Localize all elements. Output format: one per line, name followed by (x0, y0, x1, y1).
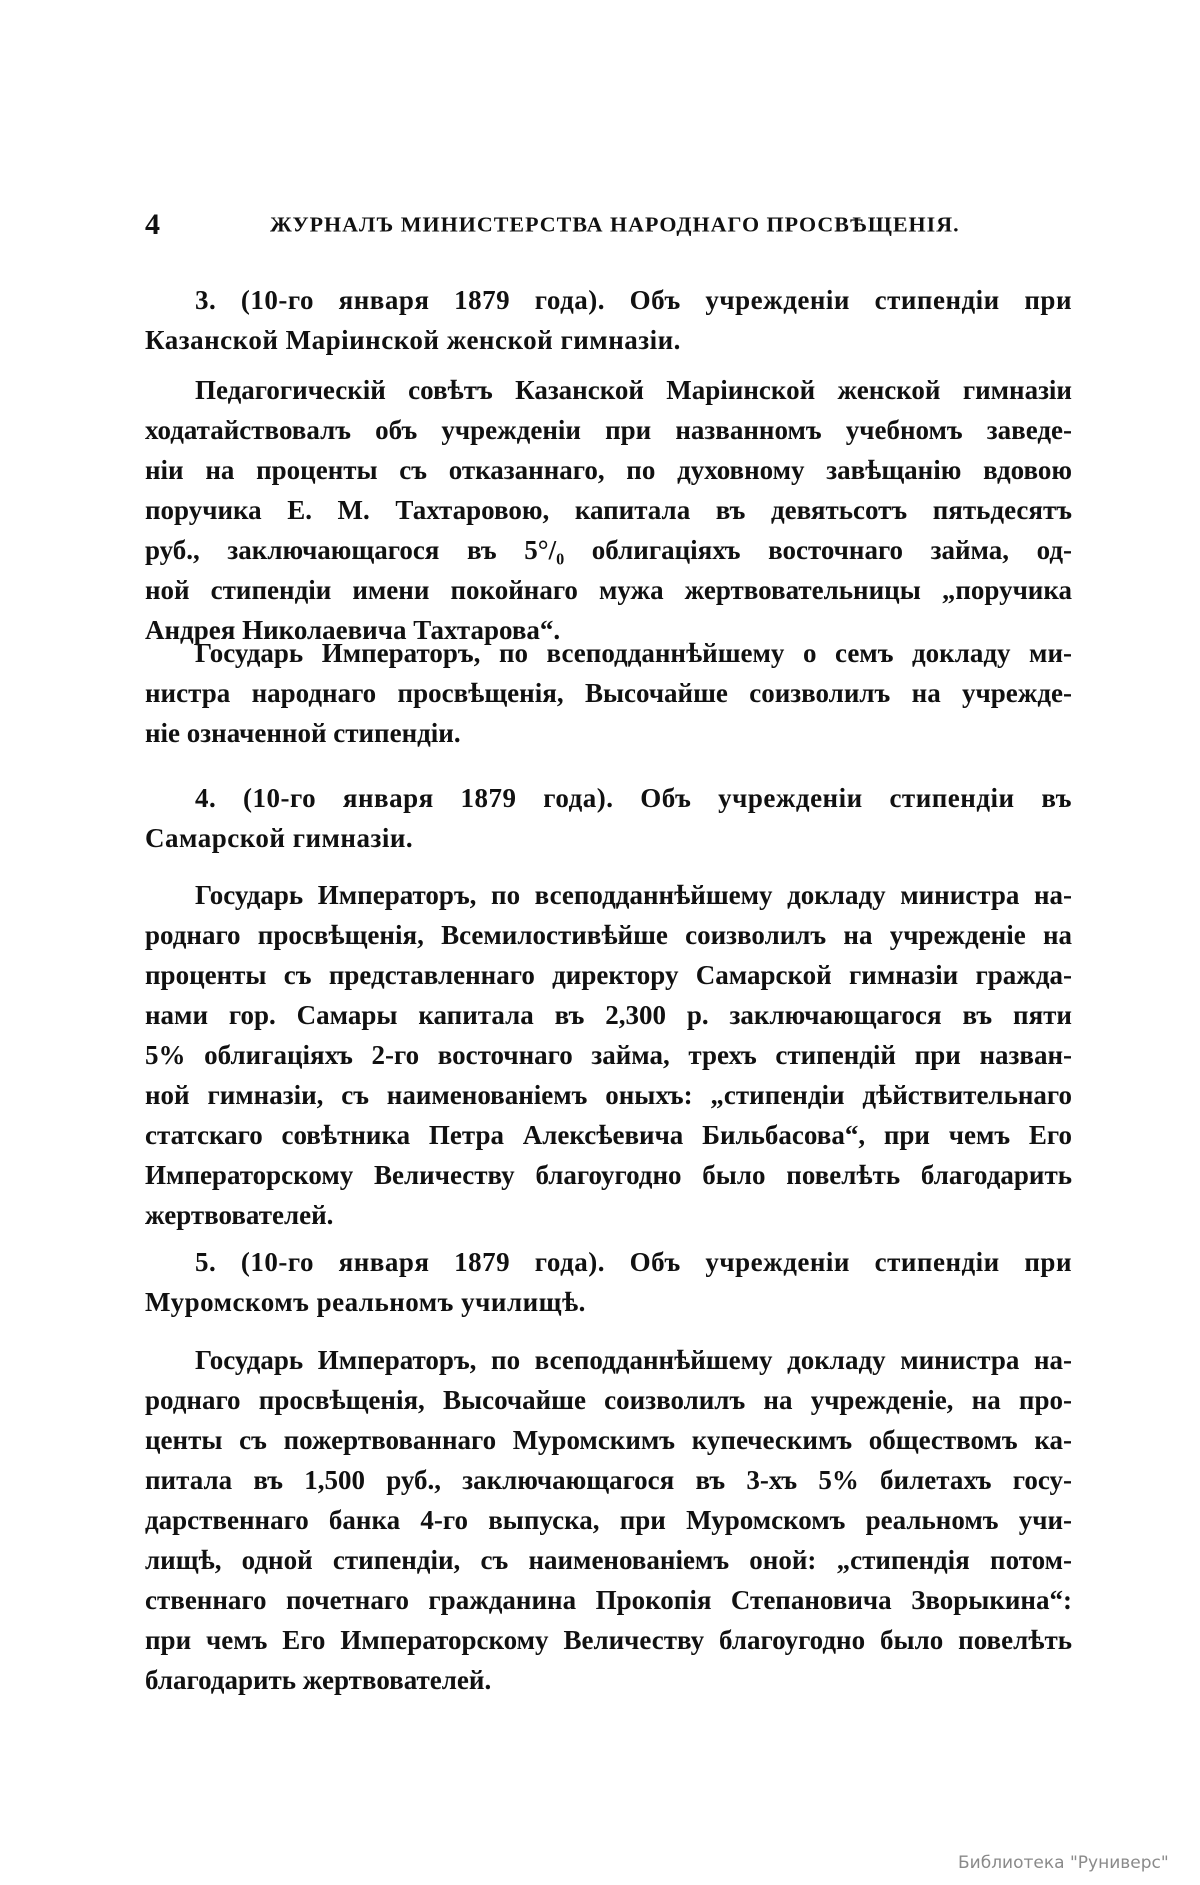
text-line: при чемъ Его Императорскому Величеству благоугодно было повелѣть (145, 1625, 1072, 1655)
page-number: 4 (145, 208, 160, 241)
heading-line: Казанской Маріинской женской гимназіи. (145, 325, 681, 355)
journal-title: ЖУРНАЛЪ МИНИСТЕРСТВА НАРОДНАГО ПРОСВѢЩЕНІЯ. (270, 212, 960, 237)
text-line: дарственнаго банка 4-го выпуска, при Муромскомъ реальномъ учи- (145, 1505, 1072, 1535)
text-line: ніе означенной стипендіи. (145, 718, 461, 748)
text-line: ной гимназіи, съ наименованіемъ оныхъ: „стипендіи дѣйствительнаго (145, 1080, 1072, 1110)
text-line: ной стипендіи имени покойнаго мужа жертвовательницы „поручика (145, 575, 1072, 605)
text-line: руб., заключающагося въ 5°/₀ облигаціяхъ восточнаго займа, од- (145, 535, 1072, 565)
text-line: Педагогическій совѣтъ Казанской Маріинской женской гимназіи (195, 375, 1072, 405)
text-line: поручика Е. М. Тахтаровою, капитала въ девятьсотъ пятьдесятъ (145, 495, 1072, 525)
text-line: Государь Императоръ, по всеподданнѣйшему докладу министра на- (195, 1345, 1072, 1375)
section-3-paragraph-2 (145, 633, 1072, 753)
heading-line: 3. (10-го января 1879 года). Объ учрежденіи стипендіи при (195, 285, 1072, 315)
section-4-paragraph-1 (145, 875, 1072, 1235)
text-line: центы съ пожертвованнаго Муромскимъ купеческимъ обществомъ ка- (145, 1425, 1072, 1455)
section-5-paragraph-1 (145, 1340, 1072, 1700)
text-line: жертвователей. (145, 1200, 334, 1230)
text-line: статскаго совѣтника Петра Алексѣевича Бильбасова“, при чемъ Его (145, 1120, 1072, 1150)
text-line: Императорскому Величеству благоугодно было повелѣть благодарить (145, 1160, 1072, 1190)
heading-line: 5. (10-го января 1879 года). Объ учрежденіи стипендіи при (195, 1247, 1072, 1277)
text-line: нами гор. Самары капитала въ 2,300 р. заключающагося въ пяти (145, 1000, 1072, 1030)
text-line: Государь Императоръ, по всеподданнѣйшему докладу министра на- (195, 880, 1072, 910)
section-3-heading (145, 280, 1072, 360)
section-4-heading (145, 778, 1072, 858)
section-3-paragraph-1 (145, 370, 1072, 650)
text-line: проценты съ представленнаго директору Самарской гимназіи гражда- (145, 960, 1072, 990)
text-line: питала въ 1,500 руб., заключающагося въ 3-хъ 5% билетахъ госу- (145, 1465, 1072, 1495)
text-line: ніи на проценты съ отказаннаго, по духовному завѣщанію вдовою (145, 455, 1072, 485)
text-line: роднаго просвѣщенія, Всемилостивѣйше соизволилъ на учрежденіе на (145, 920, 1072, 950)
heading-line: Муромскомъ реальномъ училищѣ. (145, 1287, 586, 1317)
text-line: благодарить жертвователей. (145, 1665, 492, 1695)
text-line: нистра народнаго просвѣщенія, Высочайше соизволилъ на учрежде- (145, 678, 1072, 708)
running-head (145, 208, 1072, 248)
library-watermark: Библиотека "Руниверс" (958, 1853, 1169, 1873)
section-5-heading (145, 1242, 1072, 1322)
text-line: 5% облигаціяхъ 2-го восточнаго займа, трехъ стипендій при назван- (145, 1040, 1072, 1070)
text-line: ходатайствовалъ объ учрежденіи при названномъ учебномъ заведе- (145, 415, 1072, 445)
text-line: Андрея Николаевича Тахтарова“. (145, 615, 561, 645)
text-line: ственнаго почетнаго гражданина Прокопія Степановича Зворыкина“: (145, 1585, 1072, 1615)
heading-line: Самарской гимназіи. (145, 823, 414, 853)
heading-line: 4. (10-го января 1879 года). Объ учрежденіи стипендіи въ (195, 783, 1072, 813)
text-line: Государь Императоръ, по всеподданнѣйшему о семъ докладу ми- (195, 638, 1072, 668)
text-line: роднаго просвѣщенія, Высочайше соизволилъ на учрежденіе, на про- (145, 1385, 1072, 1415)
text-line: лищѣ, одной стипендіи, съ наименованіемъ оной: „стипендія потом- (145, 1545, 1072, 1575)
